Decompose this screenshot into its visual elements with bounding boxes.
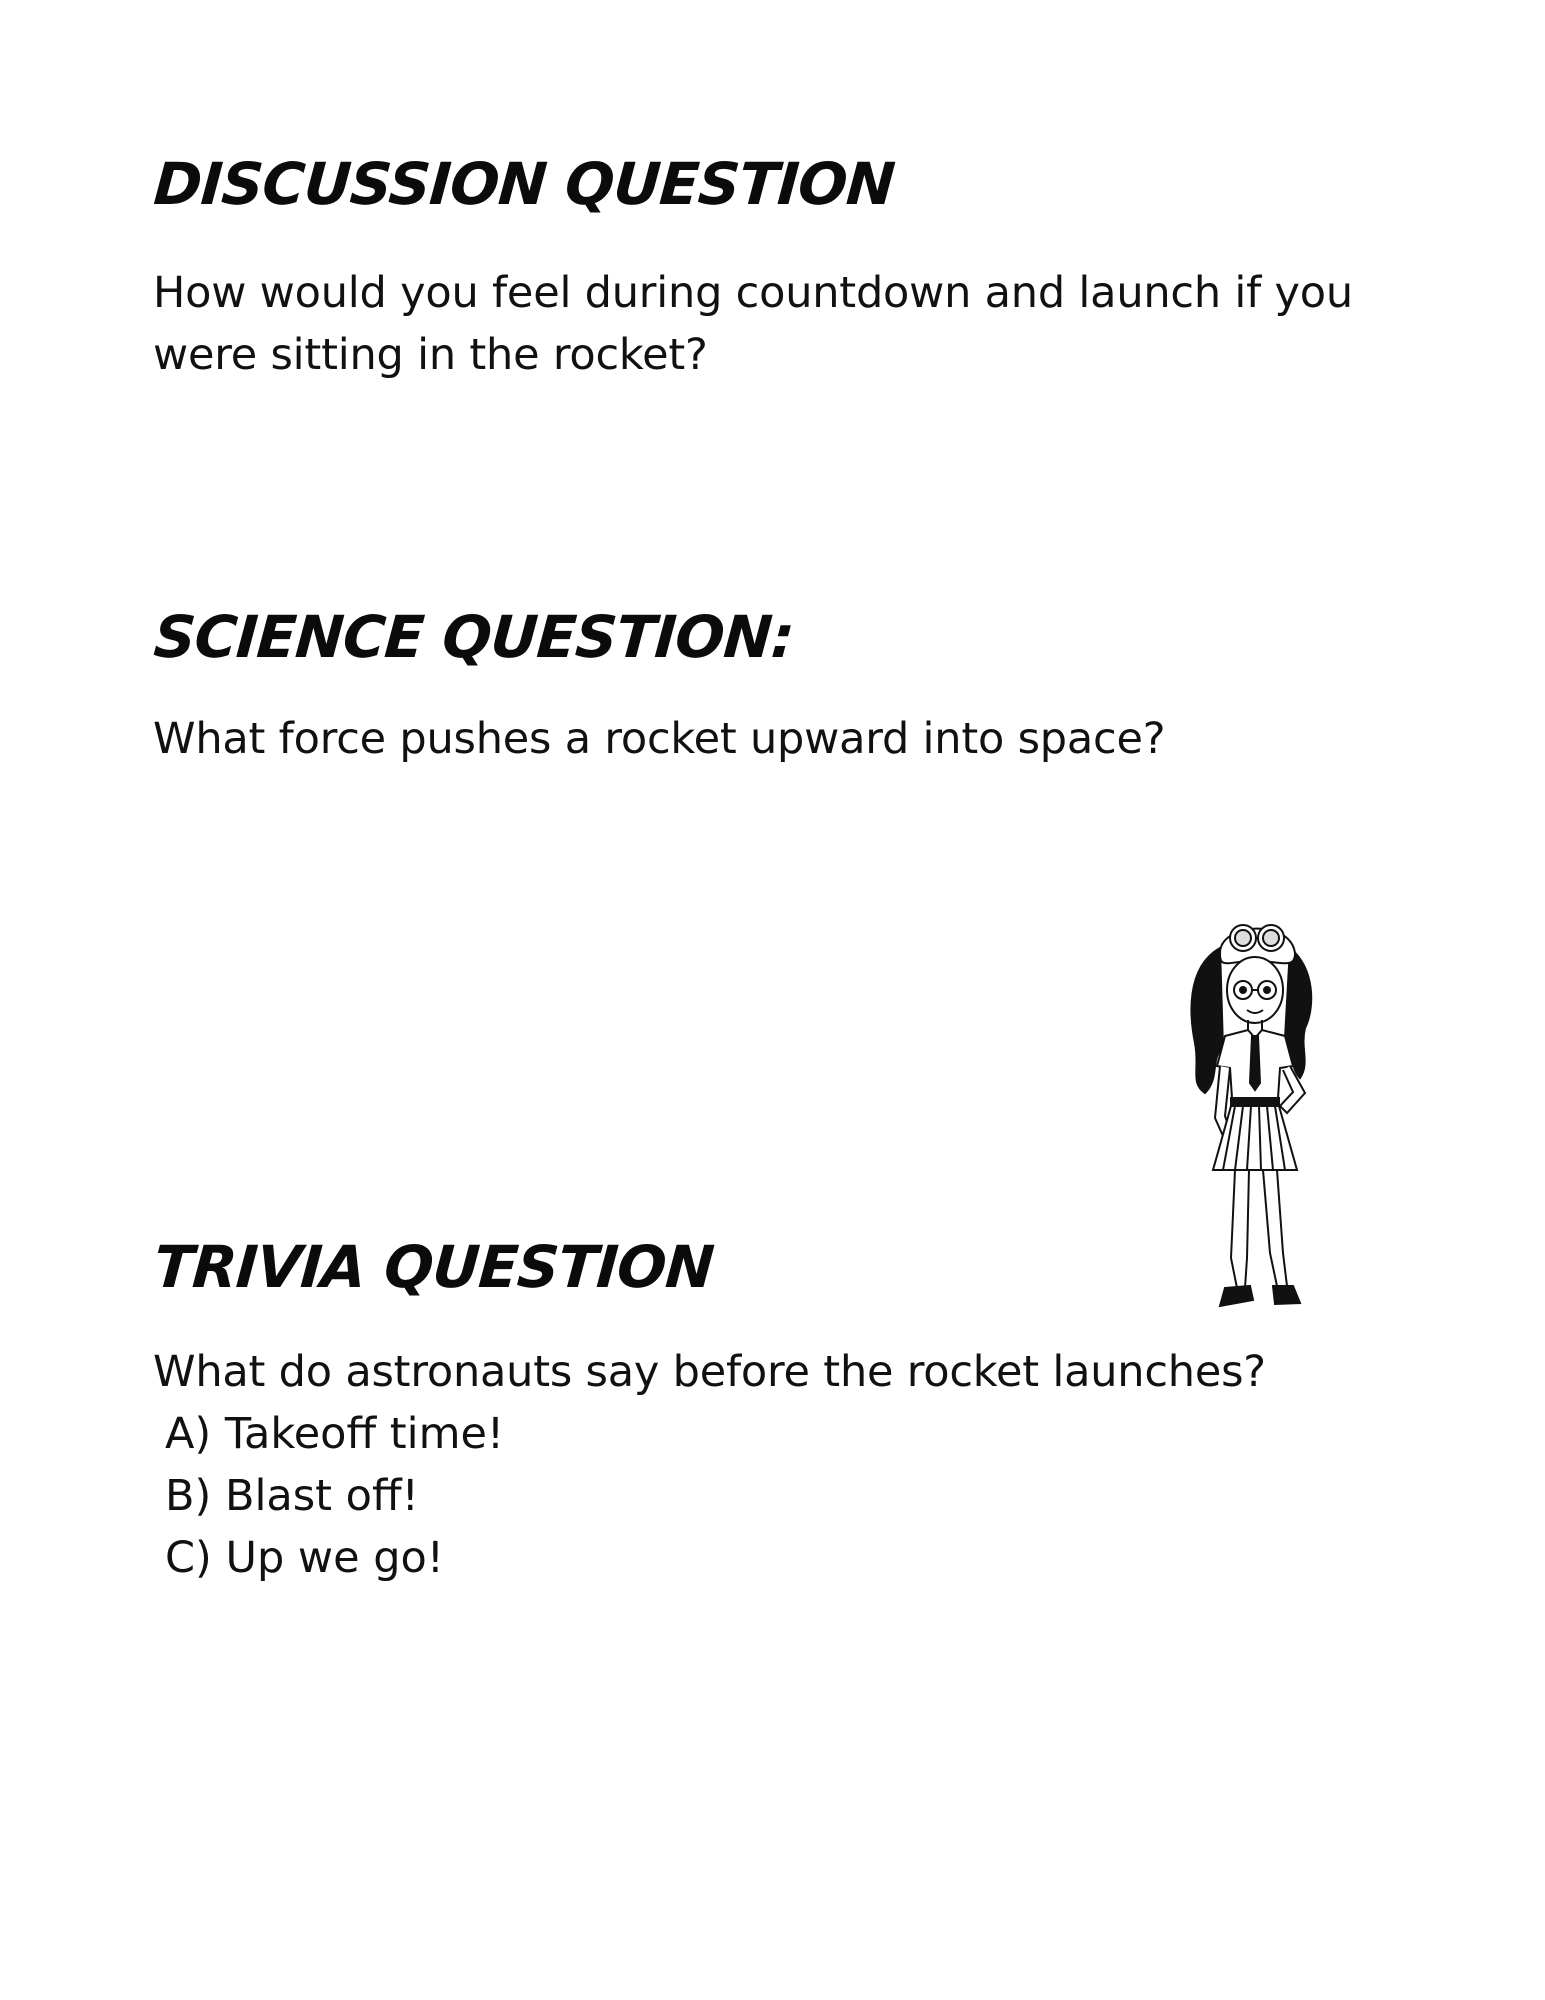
trivia-option-b: B) Blast off! (165, 1471, 419, 1521)
trivia-question-text: What do astronauts say before the rocket launches? (153, 1347, 1266, 1397)
trivia-option-c: C) Up we go! (165, 1533, 445, 1583)
girl-pilot-character-illustration (1165, 908, 1345, 1323)
science-heading: SCIENCE QUESTION: (151, 603, 796, 671)
discussion-heading: DISCUSSION QUESTION (151, 150, 897, 218)
trivia-option-a: A) Takeoff time! (165, 1409, 505, 1459)
science-question-text: What force pushes a rocket upward into space? (153, 714, 1166, 764)
trivia-heading: TRIVIA QUESTION (151, 1233, 716, 1301)
discussion-question-text: How would you feel during countdown and launch if you were sitting in the rocket? (153, 268, 1353, 380)
trivia-options-list (165, 1403, 504, 1589)
